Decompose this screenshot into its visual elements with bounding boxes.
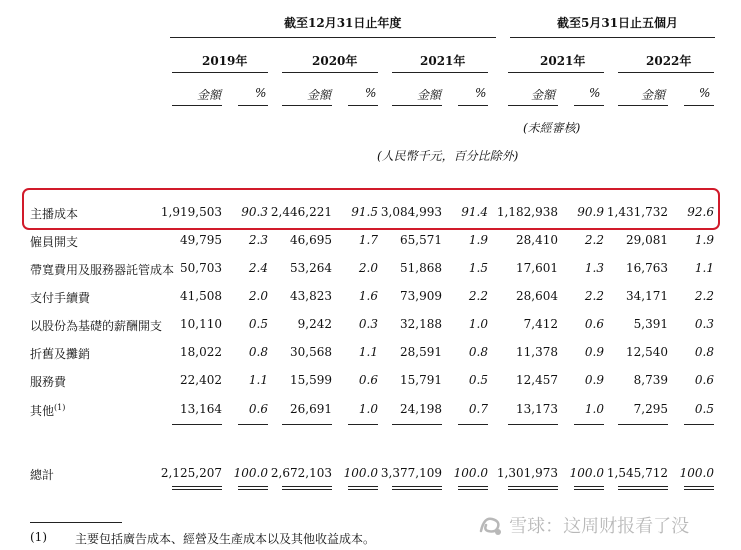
pct-header: % <box>589 86 601 100</box>
pct-cell: 0.8 <box>248 345 268 359</box>
amount-cell: 1,919,503 <box>160 205 222 219</box>
year-header-2021-5m: 2021年 <box>540 54 586 68</box>
sub-rule <box>684 105 714 106</box>
year-rule-2021-5m <box>508 72 604 73</box>
sub-rule <box>172 105 222 106</box>
subtotal-rule <box>392 424 442 425</box>
year-header-2022-5m: 2022年 <box>646 54 692 68</box>
pct-cell: 0.6 <box>248 402 268 416</box>
table-row-label <box>30 373 66 390</box>
pct-header: % <box>255 86 267 100</box>
watermark <box>478 512 689 538</box>
pct-cell: 2.2 <box>694 289 714 303</box>
amount-cell: 43,823 <box>290 289 332 303</box>
footnote-rule <box>30 522 122 523</box>
pct-cell: 0.9 <box>584 345 604 359</box>
pct-cell: 91.5 <box>351 205 378 219</box>
amount-cell: 13,164 <box>180 402 222 416</box>
total-double-rule <box>392 486 442 487</box>
unaudited-note: (未經審核) <box>523 121 581 135</box>
total-double-rule <box>618 486 668 487</box>
snowball-logo-icon <box>478 513 504 537</box>
pct-cell: 100.0 <box>679 466 714 480</box>
amount-header: 金額 <box>197 88 222 102</box>
row-label-text: 僱員開支 <box>30 235 79 249</box>
pct-cell: 0.5 <box>468 373 488 387</box>
pct-cell: 0.3 <box>358 317 378 331</box>
row-label-text: 其他 <box>30 404 55 418</box>
amount-cell: 2,125,207 <box>160 466 222 480</box>
amount-cell: 16,763 <box>626 261 668 275</box>
header-group-5m-rule <box>510 37 715 38</box>
pct-cell: 0.8 <box>468 345 488 359</box>
table-row-label <box>30 233 78 250</box>
year-rule-2020 <box>282 72 378 73</box>
amount-header: 金額 <box>641 88 666 102</box>
year-rule-2022-5m <box>618 72 714 73</box>
table-row-label <box>30 289 90 306</box>
pct-header: % <box>699 86 711 100</box>
pct-cell: 100.0 <box>453 466 488 480</box>
total-double-rule <box>172 486 222 487</box>
total-double-rule <box>458 489 488 490</box>
total-double-rule <box>238 486 268 487</box>
row-label-text: 總計 <box>30 468 55 482</box>
watermark-text: 雪球：这周财报看了没 <box>509 516 690 537</box>
pct-cell: 1.0 <box>358 402 378 416</box>
amount-cell: 5,391 <box>633 317 668 331</box>
amount-cell: 65,571 <box>400 233 442 247</box>
pct-header: % <box>365 86 377 100</box>
subtotal-rule <box>574 424 604 425</box>
amount-cell: 22,402 <box>180 373 222 387</box>
footnote-reference: (1) <box>54 403 66 412</box>
table-row-label <box>30 345 90 362</box>
pct-cell: 100.0 <box>343 466 378 480</box>
pct-cell: 1.5 <box>468 261 488 275</box>
pct-cell: 0.9 <box>584 373 604 387</box>
amount-cell: 28,591 <box>400 345 442 359</box>
year-header-2021: 2021年 <box>420 54 466 68</box>
amount-cell: 8,739 <box>633 373 668 387</box>
header-group-fy: 截至12月31日止年度 <box>284 16 402 30</box>
amount-cell: 2,446,221 <box>270 205 332 219</box>
amount-cell: 7,295 <box>633 402 668 416</box>
amount-cell: 1,182,938 <box>496 205 558 219</box>
amount-cell: 18,022 <box>180 345 222 359</box>
amount-cell: 46,695 <box>290 233 332 247</box>
year-header-2020: 2020年 <box>312 54 358 68</box>
amount-cell: 24,198 <box>400 402 442 416</box>
subtotal-rule <box>618 424 668 425</box>
pct-cell: 2.0 <box>248 289 268 303</box>
subtotal-rule <box>172 424 222 425</box>
amount-cell: 12,457 <box>516 373 558 387</box>
amount-header: 金額 <box>531 88 556 102</box>
amount-cell: 28,604 <box>516 289 558 303</box>
pct-cell: 1.7 <box>358 233 378 247</box>
total-double-rule <box>238 489 268 490</box>
pct-cell: 2.2 <box>468 289 488 303</box>
pct-cell: 1.3 <box>584 261 604 275</box>
amount-cell: 12,540 <box>626 345 668 359</box>
amount-cell: 49,795 <box>180 233 222 247</box>
amount-cell: 15,599 <box>290 373 332 387</box>
pct-cell: 90.3 <box>241 205 268 219</box>
total-double-rule <box>348 489 378 490</box>
row-label-text: 支付手續費 <box>30 291 91 305</box>
header-group-5m: 截至5月31日止五個月 <box>557 16 679 30</box>
total-row-label <box>30 466 54 483</box>
amount-cell: 50,703 <box>180 261 222 275</box>
sub-rule <box>348 105 378 106</box>
total-double-rule <box>282 489 332 490</box>
amount-cell: 3,084,993 <box>380 205 442 219</box>
sub-rule <box>238 105 268 106</box>
pct-cell: 91.4 <box>461 205 488 219</box>
pct-cell: 1.6 <box>358 289 378 303</box>
total-double-rule <box>684 489 714 490</box>
pct-cell: 100.0 <box>233 466 268 480</box>
amount-cell: 10,110 <box>180 317 222 331</box>
amount-cell: 1,301,973 <box>496 466 558 480</box>
amount-cell: 26,691 <box>290 402 332 416</box>
year-header-2019: 2019年 <box>202 54 248 68</box>
total-double-rule <box>618 489 668 490</box>
pct-cell: 90.9 <box>577 205 604 219</box>
sub-rule <box>574 105 604 106</box>
pct-cell: 0.6 <box>584 317 604 331</box>
amount-cell: 3,377,109 <box>380 466 442 480</box>
pct-cell: 0.7 <box>468 402 488 416</box>
amount-cell: 41,508 <box>180 289 222 303</box>
total-double-rule <box>574 489 604 490</box>
pct-cell: 1.0 <box>584 402 604 416</box>
sub-rule <box>508 105 558 106</box>
pct-cell: 1.1 <box>248 373 268 387</box>
pct-cell: 0.5 <box>248 317 268 331</box>
sub-rule <box>392 105 442 106</box>
subtotal-rule <box>458 424 488 425</box>
subtotal-rule <box>348 424 378 425</box>
amount-header: 金額 <box>417 88 442 102</box>
row-label-text: 帶寬費用及服務器託管成本 <box>30 263 175 277</box>
total-double-rule <box>458 486 488 487</box>
row-label-text: 折舊及攤銷 <box>30 347 91 361</box>
pct-cell: 1.1 <box>694 261 714 275</box>
footnote-marker: (1) <box>30 530 47 544</box>
amount-header: 金額 <box>307 88 332 102</box>
amount-cell: 9,242 <box>297 317 332 331</box>
amount-cell: 17,601 <box>516 261 558 275</box>
unit-note: (人民幣千元，百分比除外) <box>377 149 519 163</box>
pct-cell: 2.2 <box>584 289 604 303</box>
sub-rule <box>458 105 488 106</box>
pct-cell: 1.1 <box>358 345 378 359</box>
total-double-rule <box>684 486 714 487</box>
amount-cell: 2,672,103 <box>270 466 332 480</box>
year-rule-2019 <box>172 72 268 73</box>
amount-cell: 34,171 <box>626 289 668 303</box>
pct-cell: 0.8 <box>694 345 714 359</box>
pct-cell: 0.6 <box>358 373 378 387</box>
pct-cell: 2.4 <box>248 261 268 275</box>
amount-cell: 51,868 <box>400 261 442 275</box>
total-double-rule <box>282 486 332 487</box>
row-label-text: 服務費 <box>30 375 67 389</box>
table-row-label <box>30 402 65 419</box>
sub-rule <box>618 105 668 106</box>
footnote-text: 主要包括廣告成本、經營及生產成本以及其他收益成本。 <box>75 532 376 546</box>
amount-cell: 53,264 <box>290 261 332 275</box>
pct-cell: 1.9 <box>694 233 714 247</box>
amount-cell: 32,188 <box>400 317 442 331</box>
subtotal-rule <box>238 424 268 425</box>
amount-cell: 73,909 <box>400 289 442 303</box>
amount-cell: 30,568 <box>290 345 332 359</box>
amount-cell: 1,545,712 <box>606 466 668 480</box>
amount-cell: 28,410 <box>516 233 558 247</box>
amount-cell: 7,412 <box>523 317 558 331</box>
pct-cell: 0.6 <box>694 373 714 387</box>
total-double-rule <box>574 486 604 487</box>
pct-cell: 0.3 <box>694 317 714 331</box>
pct-cell: 2.0 <box>358 261 378 275</box>
sub-rule <box>282 105 332 106</box>
amount-cell: 15,791 <box>400 373 442 387</box>
pct-cell: 0.5 <box>694 402 714 416</box>
subtotal-rule <box>684 424 714 425</box>
amount-cell: 11,378 <box>516 345 558 359</box>
total-double-rule <box>508 489 558 490</box>
pct-cell: 1.9 <box>468 233 488 247</box>
subtotal-rule <box>508 424 558 425</box>
total-double-rule <box>172 489 222 490</box>
row-label-text: 主播成本 <box>30 207 79 221</box>
header-group-fy-rule <box>170 37 496 38</box>
amount-cell: 1,431,732 <box>606 205 668 219</box>
year-rule-2021 <box>392 72 488 73</box>
subtotal-rule <box>282 424 332 425</box>
amount-cell: 13,173 <box>516 402 558 416</box>
pct-cell: 1.0 <box>468 317 488 331</box>
pct-cell: 2.3 <box>248 233 268 247</box>
total-double-rule <box>392 489 442 490</box>
pct-cell: 2.2 <box>584 233 604 247</box>
pct-cell: 100.0 <box>569 466 604 480</box>
pct-cell: 92.6 <box>687 205 714 219</box>
amount-cell: 29,081 <box>626 233 668 247</box>
row-label-text: 以股份為基礎的薪酬開支 <box>30 319 163 333</box>
table-row-label <box>30 205 78 222</box>
pct-header: % <box>475 86 487 100</box>
total-double-rule <box>508 486 558 487</box>
total-double-rule <box>348 486 378 487</box>
